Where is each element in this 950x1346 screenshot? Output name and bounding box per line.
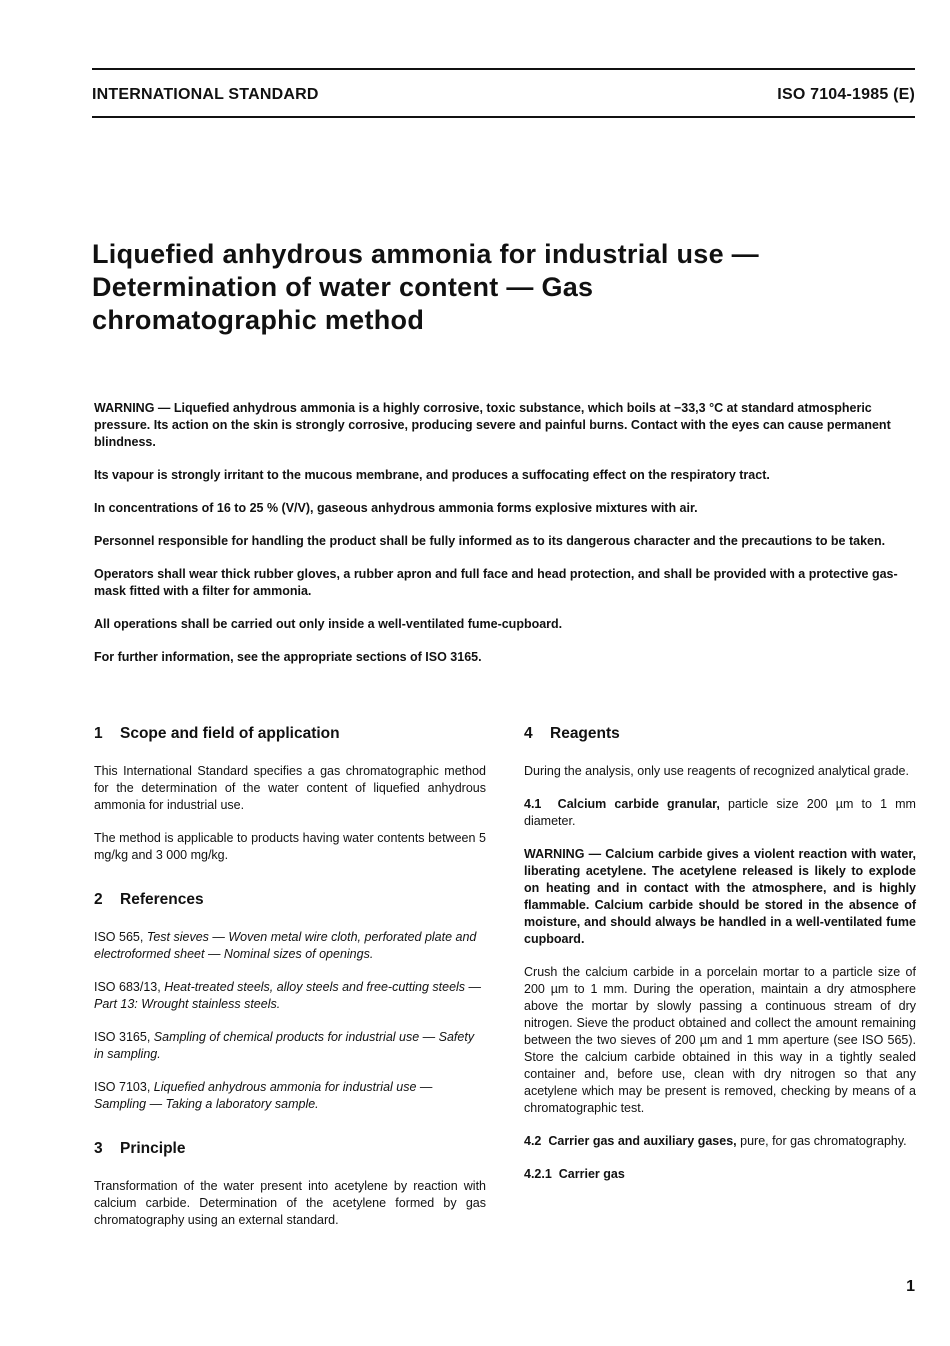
reference-item: ISO 565, Test sieves — Woven metal wire cloth, perforated plate and electroformed sheet — Nominal sizes of openings. [94,930,477,961]
warning-block [94,400,916,682]
section-1-heading: 1 Scope and field of application [94,725,340,742]
section-4-heading: 4 Reagents [524,725,620,742]
crush-procedure: Crush the calcium carbide in a porcelain mortar to a particle size of 200 µm to 1 mm. During the operation, maintain a dry atmosphere above the mortar by slowly passing a continuous stream of dry nitrogen. Sieve the product obtained and collect the amount remaining between the two sieves of 200 µm and 1 mm aperture (see ISO 565). Store the calcium carbide obtained in this way in a tightly sealed container and, before use, clean with dry nitrogen so that any acetylene which may be present is removed, checking by means of a chromatographic test. [524,965,916,1115]
title-line-3: chromatographic method [92,305,425,335]
warning-paragraph: Operators shall wear thick rubber gloves, a rubber apron and full face and head protection, and shall be provided with a protective gas-mask fitted with a filter for ammonia. [94,567,898,598]
title-line-2: Determination of water content — Gas [92,272,594,302]
left-column [94,724,486,1245]
warning-paragraph: For further information, see the appropriate sections of ISO 3165. [94,650,482,664]
section-1-paragraph: The method is applicable to products having water contents between 5 mg/kg and 3 000 mg/kg. [94,831,486,862]
header-rule [92,116,915,118]
warning-paragraph: Personnel responsible for handling the product shall be fully informed as to its dangerous character and the precautions to be taken. [94,534,886,548]
right-column [524,724,916,1199]
reference-item: ISO 7103, Liquefied anhydrous ammonia for industrial use — Sampling — Taking a laboratory sample. [94,1080,433,1111]
header-left: INTERNATIONAL STANDARD [92,86,319,103]
header-right: ISO 7104-1985 (E) [777,86,915,103]
subsection-4-2: 4.2 Carrier gas and auxiliary gases, pure, for gas chromatography. [524,1134,907,1148]
page-number: 1 [906,1278,915,1295]
subsection-4-2-1: 4.2.1 Carrier gas [524,1167,625,1181]
warning-paragraph: WARNING — Liquefied anhydrous ammonia is a highly corrosive, toxic substance, which boils at −33,3 °C at standard atmospheric pressure. Its action on the skin is strongly corrosive, producing severe and painful burns. Contact with the eyes can cause permanent blindness. [94,401,891,449]
warning-paragraph: All operations shall be carried out only inside a well-ventilated fume-cupboard. [94,617,563,631]
top-rule [92,68,915,70]
document-title [92,238,872,337]
subsection-4-1: 4.1 Calcium carbide granular, particle size 200 µm to 1 mm diameter. [524,797,916,828]
calcium-carbide-warning: WARNING — Calcium carbide gives a violent reaction with water, liberating acetylene. The acetylene released is likely to explode on heating and in contact with the atmosphere, and is highly flammable. Calcium carbide should be stored in the absence of moisture, and should always be handled in a well-ventilated fume cupboard. [524,847,916,946]
reference-item: ISO 683/13, Heat-treated steels, alloy steels and free-cutting steels — Part 13: Wrought stainless steels. [94,980,482,1011]
warning-paragraph: Its vapour is strongly irritant to the mucous membrane, and produces a suffocating effect on the respiratory tract. [94,468,770,482]
reference-item: ISO 3165, Sampling of chemical products for industrial use — Safety in sampling. [94,1030,475,1061]
section-2-heading: 2 References [94,891,204,908]
section-3-paragraph: Transformation of the water present into acetylene by reaction with calcium carbide. Determination of the acetylene formed by gas chromatography using an external standard. [94,1179,486,1227]
warning-paragraph: In concentrations of 16 to 25 % (V/V), gaseous anhydrous ammonia forms explosive mixtures with air. [94,501,698,515]
section-4-paragraph: During the analysis, only use reagents of recognized analytical grade. [524,764,909,778]
title-line-1: Liquefied anhydrous ammonia for industrial use — [92,239,759,269]
section-1-paragraph: This International Standard specifies a gas chromatographic method for the determination of the water content of liquefied anhydrous ammonia for industrial use. [94,764,486,812]
section-3-heading: 3 Principle [94,1140,186,1157]
